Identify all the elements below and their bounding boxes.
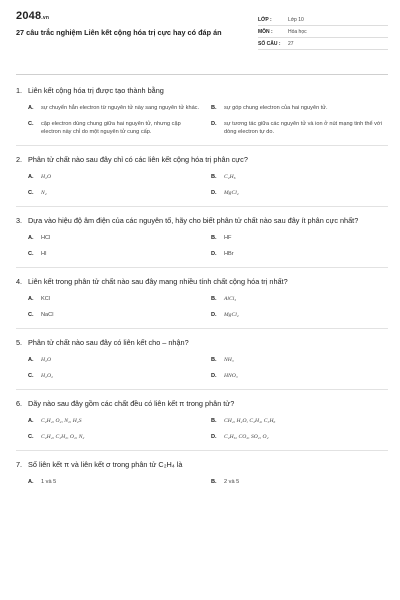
answer-option[interactable]	[211, 356, 388, 364]
options-grid	[16, 417, 388, 441]
option-text: sự tương tác giữa các nguyên tử và ion ở nút mạng tinh thể với dòng electron tự do.	[224, 121, 382, 135]
answer-option[interactable]	[28, 173, 205, 181]
option-text: HF	[224, 235, 232, 241]
option-letter: A.	[28, 418, 34, 424]
option-letter: B.	[211, 105, 217, 111]
meta-value: Hóa học	[288, 28, 307, 35]
question-4	[16, 277, 388, 319]
meta-key: LỚP :	[258, 16, 272, 23]
question-divider	[16, 145, 388, 146]
answer-option[interactable]	[28, 417, 205, 425]
meta-row-count	[258, 38, 388, 50]
option-letter: C.	[28, 190, 34, 196]
option-letter: C.	[28, 251, 34, 257]
answer-option[interactable]	[28, 295, 205, 303]
question-text: Số liên kết π và liên kết σ trong phân tử C₂H₄ là	[28, 460, 183, 469]
answer-option[interactable]	[28, 311, 205, 319]
answer-option[interactable]	[28, 372, 205, 380]
question-number: 7.	[16, 460, 23, 469]
option-text: C₂H₄, C₂H₂, O₂, N₂	[41, 434, 85, 440]
answer-option[interactable]	[28, 189, 205, 197]
logo-main: 2048	[16, 10, 42, 22]
option-letter: A.	[28, 479, 34, 485]
question-text: Dãy nào sau đây gồm các chất đều có liên kết π trong phân tử?	[28, 399, 235, 408]
question-number: 6.	[16, 399, 23, 408]
option-text: AlCl₃	[224, 296, 237, 302]
option-letter: B.	[211, 235, 217, 241]
question-title	[16, 277, 388, 287]
answer-option[interactable]	[28, 478, 205, 486]
option-letter: B.	[211, 296, 217, 302]
option-letter: C.	[28, 373, 34, 379]
option-letter: C.	[28, 312, 34, 318]
question-number: 1.	[16, 86, 23, 95]
meta-table	[258, 14, 388, 50]
option-text: N₂	[41, 190, 47, 196]
answer-option[interactable]	[28, 234, 205, 242]
answer-option[interactable]	[211, 104, 388, 112]
option-text: sự chuyển hẳn electron từ nguyên tử này sang nguyên tử khác.	[41, 105, 200, 111]
option-letter: C.	[28, 434, 34, 440]
question-3	[16, 216, 388, 258]
question-title	[16, 216, 388, 226]
option-text: CH₄, H₂O, C₂H₄, C₃H₆	[224, 418, 276, 424]
option-text: MgCl₂	[224, 312, 239, 318]
option-text: 1 và 5	[41, 479, 57, 485]
option-text: HNO₃	[224, 373, 238, 379]
question-text: Phân tử chất nào sau đây có liên kết cho – nhận?	[28, 338, 189, 347]
question-number: 3.	[16, 216, 23, 225]
answer-option[interactable]	[28, 356, 205, 364]
question-6	[16, 399, 388, 441]
option-text: sự góp chung electron của hai nguyên tử.	[224, 105, 328, 111]
options-grid	[16, 173, 388, 197]
options-grid	[16, 356, 388, 380]
options-grid	[16, 478, 388, 486]
question-title	[16, 338, 388, 348]
options-grid	[16, 295, 388, 319]
option-text: HI	[41, 251, 47, 257]
option-text: HBr	[224, 251, 234, 257]
option-letter: B.	[211, 357, 217, 363]
question-text: Phân tử chất nào sau đây chỉ có các liên kết cộng hóa trị phân cực?	[28, 155, 248, 164]
option-text: H₂O	[41, 174, 52, 180]
meta-value: Lớp 10	[288, 16, 304, 23]
answer-option[interactable]	[211, 189, 388, 197]
option-letter: A.	[28, 174, 34, 180]
option-letter: B.	[211, 418, 217, 424]
meta-row-class	[258, 14, 388, 26]
question-divider	[16, 206, 388, 207]
option-text: MgCl₂	[224, 190, 239, 196]
answer-option[interactable]	[211, 250, 388, 258]
question-divider	[16, 267, 388, 268]
question-title	[16, 399, 388, 409]
question-title	[16, 155, 388, 165]
option-letter: B.	[211, 174, 217, 180]
question-list	[16, 75, 388, 486]
option-text: C₂H₆	[224, 174, 236, 180]
option-letter: D.	[211, 190, 217, 196]
meta-key: MÔN :	[258, 28, 273, 35]
option-letter: A.	[28, 357, 34, 363]
question-number: 5.	[16, 338, 23, 347]
option-letter: A.	[28, 296, 34, 302]
answer-option[interactable]	[28, 120, 205, 136]
question-number: 2.	[16, 155, 23, 164]
document-title: 27 câu trắc nghiệm Liên kết cộng hóa trị cực hay có đáp án	[16, 28, 222, 37]
option-text: KCl	[41, 296, 51, 302]
question-text: Dựa vào hiệu độ âm điện của các nguyên tố, hãy cho biết phân tử chất nào sau đây ít phân cực nhất?	[28, 216, 359, 225]
answer-option[interactable]	[211, 372, 388, 380]
question-5	[16, 338, 388, 380]
document-header	[16, 10, 388, 64]
answer-option[interactable]	[211, 417, 388, 425]
option-text: H₂O₂	[41, 373, 53, 379]
option-letter: A.	[28, 105, 34, 111]
option-text: H₂O	[41, 357, 52, 363]
answer-option[interactable]	[211, 433, 388, 441]
option-letter: C.	[28, 121, 34, 127]
answer-option[interactable]	[211, 311, 388, 319]
meta-value: 27	[288, 40, 294, 47]
question-7	[16, 460, 388, 486]
answer-option[interactable]	[28, 104, 205, 112]
option-text: C₂H₆, CO₂, SO₂, O₂	[224, 434, 269, 440]
question-title	[16, 460, 388, 470]
option-letter: B.	[211, 479, 217, 485]
meta-row-subject	[258, 26, 388, 38]
option-text: 2 và 5	[224, 479, 240, 485]
answer-option[interactable]	[28, 250, 205, 258]
options-grid	[16, 104, 388, 136]
question-2	[16, 155, 388, 197]
question-text: Liên kết cộng hóa trị được tạo thành bằng	[28, 86, 164, 95]
header-left	[16, 10, 222, 37]
answer-option[interactable]	[211, 234, 388, 242]
logo-suffix: .vn	[41, 15, 50, 21]
question-1	[16, 86, 388, 136]
option-letter: D.	[211, 312, 217, 318]
answer-option[interactable]	[28, 433, 205, 441]
question-number: 4.	[16, 277, 23, 286]
option-letter: D.	[211, 373, 217, 379]
meta-key: SỐ CÂU :	[258, 40, 281, 47]
question-divider	[16, 450, 388, 451]
option-letter: D.	[211, 434, 217, 440]
answer-option[interactable]	[211, 478, 388, 486]
option-letter: D.	[211, 251, 217, 257]
answer-option[interactable]	[211, 173, 388, 181]
option-text: cặp electron dùng chung giữa hai nguyên tử, nhưng cặp electron này chỉ do một nguyên tử cung cấp.	[41, 121, 181, 135]
question-divider	[16, 328, 388, 329]
option-text: HCl	[41, 235, 51, 241]
options-grid	[16, 234, 388, 258]
question-text: Liên kết trong phân tử chất nào sau đây mang nhiều tính chất cộng hóa trị nhất?	[28, 277, 288, 286]
site-logo[interactable]	[16, 10, 222, 22]
option-text: NaCl	[41, 312, 54, 318]
question-divider	[16, 389, 388, 390]
option-text: C₂H₄, O₂, N₂, H₂S	[41, 418, 82, 424]
option-letter: A.	[28, 235, 34, 241]
question-title	[16, 86, 388, 96]
option-text: NH₃	[224, 357, 234, 363]
option-letter: D.	[211, 121, 217, 127]
answer-option[interactable]	[211, 295, 388, 303]
answer-option[interactable]	[211, 120, 388, 136]
